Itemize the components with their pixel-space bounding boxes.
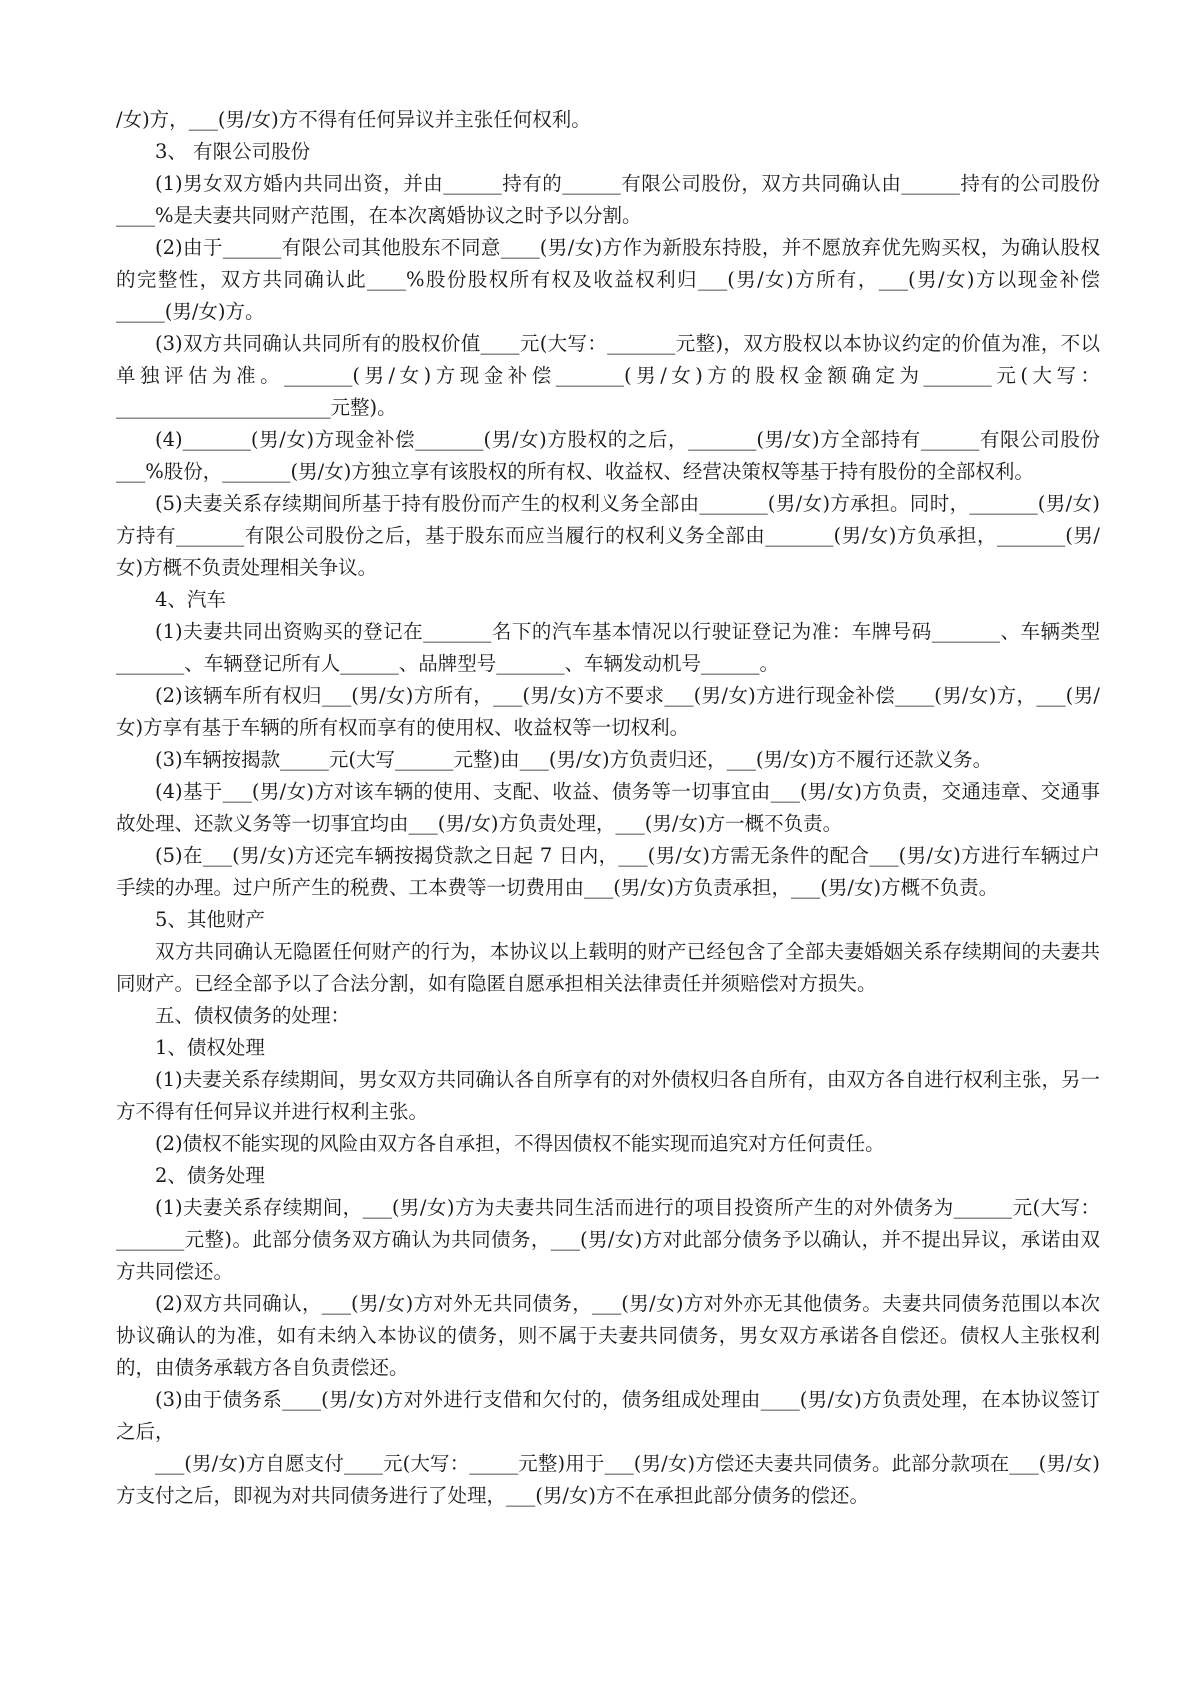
paragraph-claims-2: (2)债权不能实现的风险由双方各自承担，不得因债权不能实现而追究对方任何责任。 xyxy=(155,1132,885,1155)
paragraph-continuation: /女)方，___(男/女)方不得有任何异议并主张任何权利。 xyxy=(116,108,591,131)
paragraph-debts-3: (3)由于债务系____(男/女)方对外进行支借和欠付的，债务组成处理由____(男/女)方负责处理，在本协议签订之后， xyxy=(116,1388,1100,1443)
paragraph-debts-1: (1)夫妻关系存续期间，___(男/女)方为夫妻共同生活而进行的项目投资所产生的对外债务为______元(大写：_______元整)。此部分债务双方确认为共同债务，___(男/女)方对此部分债务予以确认，并不提出异议，承诺由双方共同偿还。 xyxy=(116,1196,1100,1283)
paragraph-debts-2: (2)双方共同确认，___(男/女)方对外无共同债务，___(男/女)方对外亦无其他债务。夫妻共同债务范围以本次协议确认的为准，如有未纳入本协议的债务，则不属于夫妻共同债务，男女双方承诺各自偿还。债权人主张权利的，由债务承载方各自负责偿还。 xyxy=(116,1292,1100,1379)
document-page xyxy=(116,104,1100,1512)
paragraph-car-2: (2)该辆车所有权归___(男/女)方所有，___(男/女)方不要求___(男/女)方进行现金补偿____(男/女)方，___(男/女)方享有基于车辆的所有权而享有的使用权、收益权等一切权利。 xyxy=(116,684,1100,739)
paragraph-car-1: (1)夫妻共同出资购买的登记在_______名下的汽车基本情况以行驶证登记为准：车牌号码_______、车辆类型_______、车辆登记所有人______、品牌型号_______、车辆发动机号______。 xyxy=(116,620,1100,675)
heading-debts-section: 五、债权债务的处理： xyxy=(155,1004,351,1027)
paragraph-car-5: (5)在___(男/女)方还完车辆按揭贷款之日起 7 日内，___(男/女)方需无条件的配合___(男/女)方进行车辆过户手续的办理。过户所产生的税费、工本费等一切费用由___(男/女)方负责承担，___(男/女)方概不负责。 xyxy=(116,844,1100,899)
paragraph-car-3: (3)车辆按揭款_____元(大写______元整)由___(男/女)方负责归还，___(男/女)方不履行还款义务。 xyxy=(155,748,993,771)
paragraph-claims-1: (1)夫妻关系存续期间，男女双方共同确认各自所享有的对外债权归各自所有，由双方各自进行权利主张，另一方不得有任何异议并进行权利主张。 xyxy=(116,1068,1100,1123)
heading-limited-company-shares: 3、 有限公司股份 xyxy=(155,140,311,163)
paragraph-shares-3: (3)双方共同确认共同所有的股权价值____元(大写：_______元整)，双方股权以本协议约定的价值为准，不以单独评估为准。_______(男/女)方现金补偿_______(男/女)方的股权金额确定为_______元(大写：______________________元整)。 xyxy=(116,332,1100,419)
paragraph-shares-4: (4)_______(男/女)方现金补偿_______(男/女)方股权的之后，_______(男/女)方全部持有______有限公司股份___%股份，_______(男/女)方独立享有该股权的所有权、收益权、经营决策权等基于持有股份的全部权利。 xyxy=(116,428,1100,483)
heading-car: 4、汽车 xyxy=(155,588,226,611)
paragraph-debts-3-continued: ___(男/女)方自愿支付____元(大写：_____元整)用于___(男/女)方偿还夫妻共同债务。此部分款项在___(男/女)方支付之后，即视为对共同债务进行了处理，___(男/女)方不在承担此部分债务的偿还。 xyxy=(116,1452,1100,1507)
heading-other-property: 5、其他财产 xyxy=(155,908,265,931)
heading-debts: 2、债务处理 xyxy=(155,1164,265,1187)
paragraph-shares-1: (1)男女双方婚内共同出资，并由______持有的______有限公司股份，双方共同确认由______持有的公司股份____%是夫妻共同财产范围，在本次离婚协议之时予以分割。 xyxy=(116,172,1100,227)
heading-claims: 1、债权处理 xyxy=(155,1036,265,1059)
paragraph-other-property: 双方共同确认无隐匿任何财产的行为，本协议以上载明的财产已经包含了全部夫妻婚姻关系存续期间的夫妻共同财产。已经全部予以了合法分割，如有隐匿自愿承担相关法律责任并须赔偿对方损失。 xyxy=(116,940,1100,995)
paragraph-shares-5: (5)夫妻关系存续期间所基于持有股份而产生的权利义务全部由_______(男/女)方承担。同时，_______(男/女)方持有_______有限公司股份之后，基于股东而应当履行的权利义务全部由_______(男/女)方负承担，_______(男/女)方概不负责处理相关争议。 xyxy=(116,492,1100,579)
paragraph-car-4: (4)基于___(男/女)方对该车辆的使用、支配、收益、债务等一切事宜由___(男/女)方负责，交通违章、交通事故处理、还款义务等一切事宜均由___(男/女)方负责处理，___(男/女)方一概不负责。 xyxy=(116,780,1100,835)
paragraph-shares-2: (2)由于______有限公司其他股东不同意____(男/女)方作为新股东持股，并不愿放弃优先购买权，为确认股权的完整性，双方共同确认此____%股份股权所有权及收益权利归___(男/女)方所有，___(男/女)方以现金补偿_____(男/女)方。 xyxy=(116,236,1100,323)
